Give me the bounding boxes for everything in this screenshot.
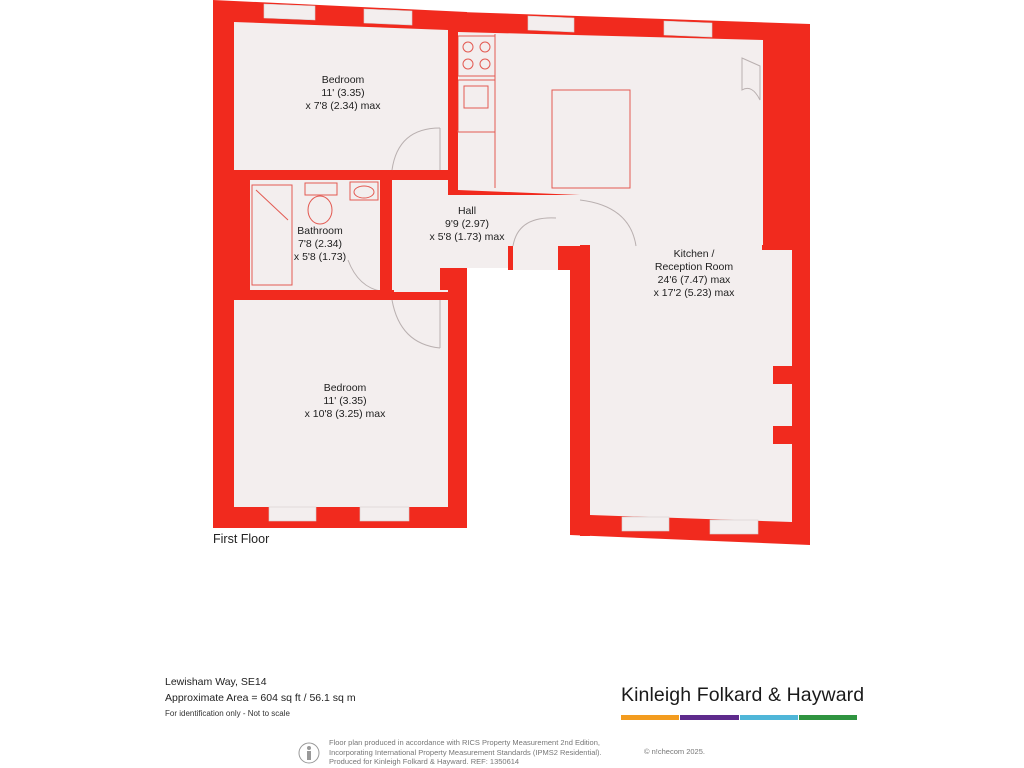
disclaimer-line: Produced for Kinleigh Folkard & Hayward. REF: 1350614 (329, 757, 520, 766)
floor-label: First Floor (213, 532, 270, 546)
room-name: Bedroom (321, 74, 365, 86)
property-address: Lewisham Way, SE14 (165, 676, 267, 688)
room-dim: 24'6 (7.47) max (657, 274, 731, 286)
room-name: Bathroom (297, 225, 343, 237)
room-label-bedroom-bottom (305, 382, 386, 421)
property-note: For identification only - Not to scale (165, 709, 290, 718)
brand-bar-green (799, 715, 857, 720)
brand-logo-text: Kinleigh Folkard & Hayward (621, 684, 865, 706)
room-dim: 7'8 (2.34) (297, 238, 343, 250)
room-name: Hall (457, 205, 477, 217)
brand-bar-orange (621, 715, 679, 720)
room-dim: 11' (3.35) (323, 395, 367, 407)
room-dim: x 7'8 (2.34) max (305, 100, 381, 112)
room-label-bedroom-top (306, 74, 381, 113)
disclaimer-line: Floor plan produced in accordance with RICS Property Measurement 2nd Edition, (329, 738, 600, 747)
brand-bar-purple (680, 715, 739, 720)
room-name: Bedroom (323, 382, 367, 394)
room-dim: 9'9 (2.97) (444, 218, 490, 230)
room-label-kitchen (654, 248, 735, 300)
ipms-badge-icon (298, 740, 320, 766)
room-dim: x 5'8 (1.73) max (429, 231, 505, 243)
disclaimer-line: Incorporating International Property Measurement Standards (IPMS2 Residential). (329, 747, 602, 757)
room-dim: x 17'2 (5.23) max (653, 287, 735, 299)
property-area: Approximate Area = 604 sq ft / 56.1 sq m (165, 692, 356, 704)
kitchen-floor (458, 32, 792, 522)
copyright: © n!checom 2025. (644, 747, 705, 756)
room-name: Reception Room (654, 261, 734, 273)
brand-bar-blue (740, 715, 798, 720)
hall-nook-floor (513, 215, 558, 270)
room-dim: x 10'8 (3.25) max (304, 408, 386, 420)
room-label-hall (430, 205, 505, 244)
room-label-bathroom (294, 225, 346, 264)
room-dim: 11' (3.35) (321, 87, 365, 99)
room-name: Kitchen / (673, 248, 715, 260)
room-dim: x 5'8 (1.73) (293, 251, 347, 263)
disclaimer (329, 738, 602, 767)
